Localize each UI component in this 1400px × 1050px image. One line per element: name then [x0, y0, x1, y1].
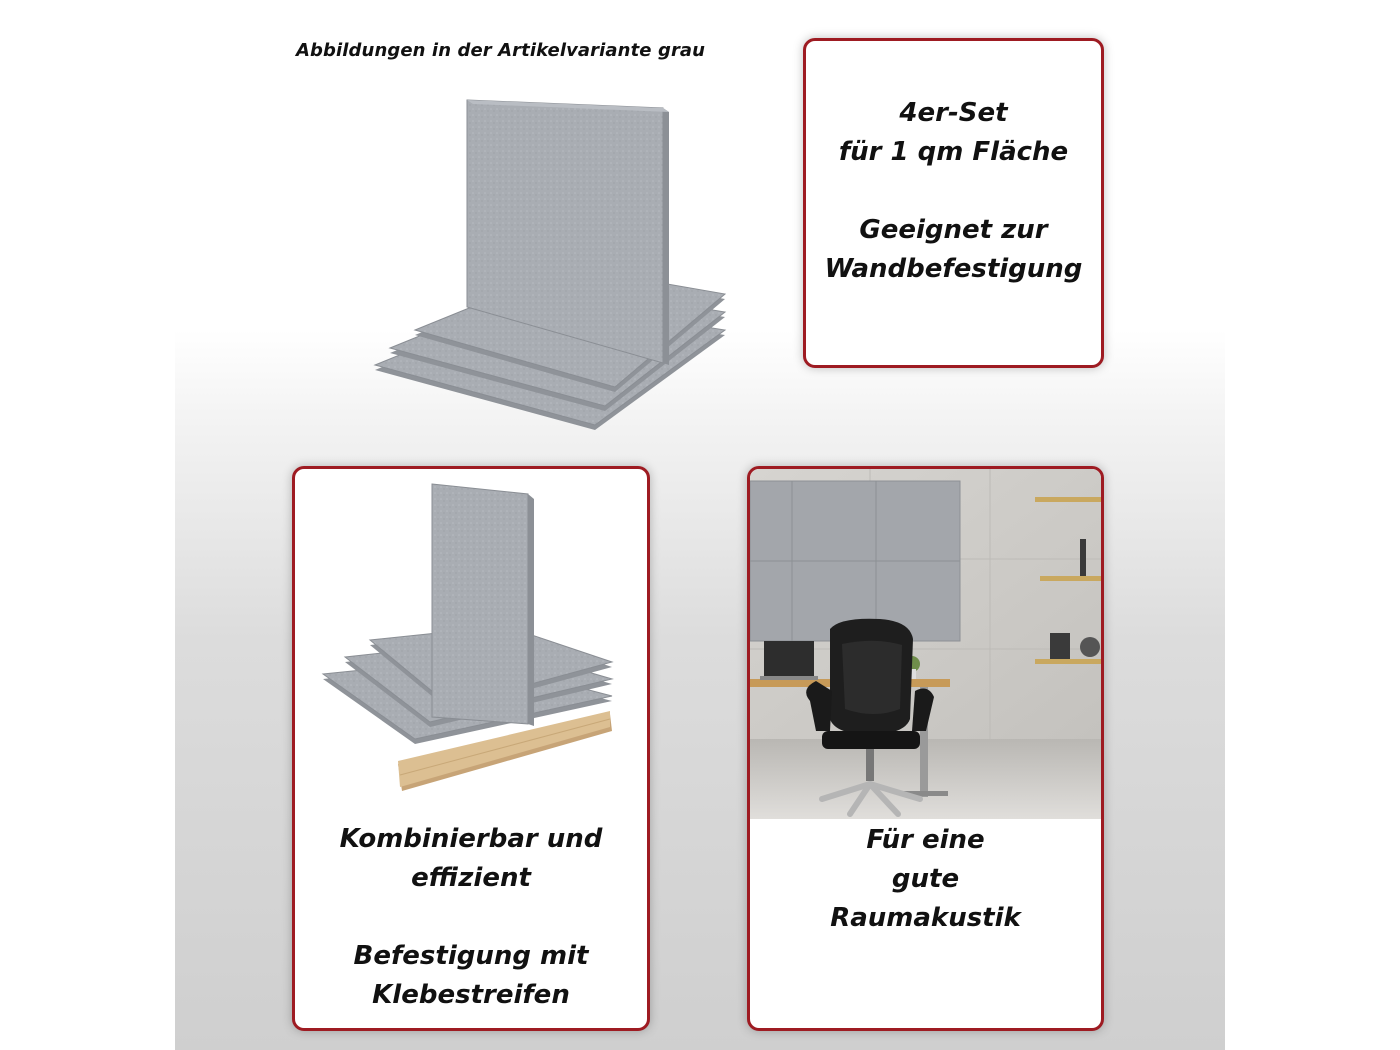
card-set-line-3	[806, 172, 1101, 211]
card-combinable-line-3	[295, 898, 647, 937]
card-set-line-2: für 1 qm Fläche	[838, 137, 1069, 167]
card-set-line-4: Geeignet zur	[859, 215, 1048, 245]
card-combinable-line-2: effizient	[411, 863, 531, 893]
card-set-line-1: 4er-Set	[899, 98, 1008, 128]
variant-caption: Abbildungen in der Artikelvariante grau	[296, 40, 706, 61]
card-acoustics-text	[750, 821, 1101, 938]
card-combinable-line-5: Klebestreifen	[372, 980, 570, 1010]
card-acoustics-line-2: gute	[891, 864, 960, 894]
info-card-combinable	[292, 466, 650, 1031]
card-combinable-text	[295, 820, 647, 1015]
card-acoustics-line-3: Raumakustik	[830, 903, 1021, 933]
card-acoustics-line-1: Für eine	[866, 825, 985, 855]
card-combinable-line-1: Kombinierbar und	[339, 824, 603, 854]
office-room-image	[750, 469, 1101, 819]
info-card-acoustics	[747, 466, 1104, 1031]
card-combinable-line-4: Befestigung mit	[353, 941, 589, 971]
felt-panels-stack-image	[370, 95, 730, 440]
card-set-text	[806, 94, 1101, 289]
card-set-line-5: Wandbefestigung	[824, 254, 1083, 284]
info-card-set	[803, 38, 1104, 368]
felt-panels-with-strips-image	[320, 479, 620, 809]
